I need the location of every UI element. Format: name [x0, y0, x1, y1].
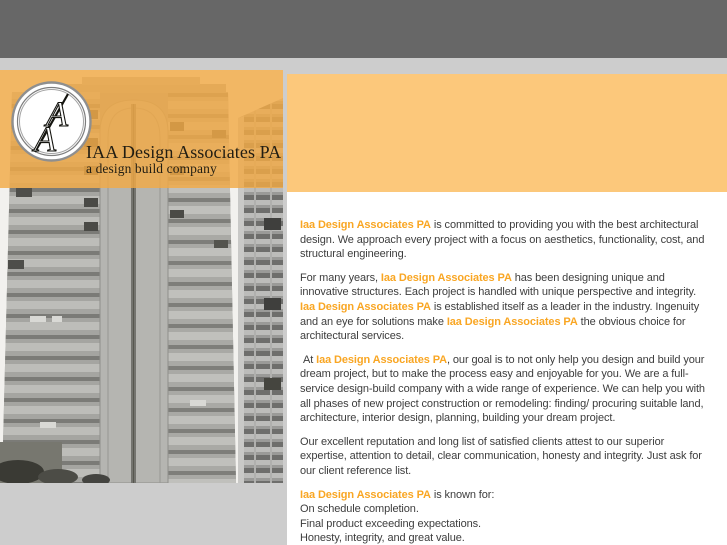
paragraph	[300, 353, 713, 426]
brand-link[interactable]: Iaa Design Associates PA	[380, 271, 512, 284]
brand-link[interactable]: Iaa Design Associates PA	[300, 219, 431, 231]
monogram-letter-top: A	[46, 94, 68, 134]
brand-block[interactable]	[86, 143, 282, 176]
content-panel	[287, 192, 727, 545]
brand-link[interactable]: Iaa Design Associates PA	[446, 315, 578, 328]
paragraph-text: At	[300, 353, 317, 366]
paragraph-text: the obvious choice for architectural services.	[300, 315, 686, 343]
company-logo[interactable]	[11, 81, 92, 162]
paragraph	[300, 488, 713, 545]
left-column	[0, 70, 283, 483]
brand-link[interactable]: Iaa Design Associates PA	[300, 300, 431, 313]
paragraph-text: has been designing unique and innovative structures. Each project is handled with unique perspective and integrity.	[300, 271, 697, 299]
paragraph-text: On schedule completion.	[300, 503, 419, 516]
brand-link[interactable]: Iaa Design Associates PA	[300, 488, 431, 501]
paragraph-text: Final product exceeding expectations.	[300, 517, 481, 530]
paragraph-text: Our excellent reputation and long list of satisfied clients attest to our superior expertise, attention to detail, clear communication, honesty and integrity. Just ask for our client reference list.	[300, 435, 702, 477]
paragraph	[300, 435, 713, 479]
brand-link[interactable]: Iaa Design Associates PA	[316, 353, 447, 366]
paragraph	[300, 218, 713, 262]
aia-monogram-icon	[11, 81, 92, 162]
paragraph-text: is known for:	[430, 488, 495, 501]
company-tagline: a design build company	[86, 161, 217, 176]
paragraph-text: For many years,	[300, 271, 381, 284]
paragraph-text: Honesty, integrity, and great value.	[300, 532, 465, 545]
content-paragraphs	[300, 218, 713, 545]
paragraph-text: , our goal is to not only help you design and build your dream project, but to make the process easy and enjoyable for you. We are a full-service design-build company with a wide range of experience. We can help you with all phases of new project construction or remodeling: finding/ procuring suitable land, architecture, interior design, planning, building your dream project.	[300, 353, 705, 425]
company-name: IAA Design Associates PA	[86, 142, 282, 162]
paragraph	[300, 271, 713, 344]
header-banner	[287, 74, 727, 192]
monogram-letter-bottom: A	[34, 119, 56, 159]
paragraph-text: is committed to providing you with the best architectural design. We approach every project with a focus on aesthetics, functionality, cost, and structural engineering.	[300, 219, 705, 261]
paragraph-text: is established itself as a leader in the industry. Ingenuity and an eye for solutions make	[300, 300, 700, 328]
top-bar	[0, 0, 727, 58]
